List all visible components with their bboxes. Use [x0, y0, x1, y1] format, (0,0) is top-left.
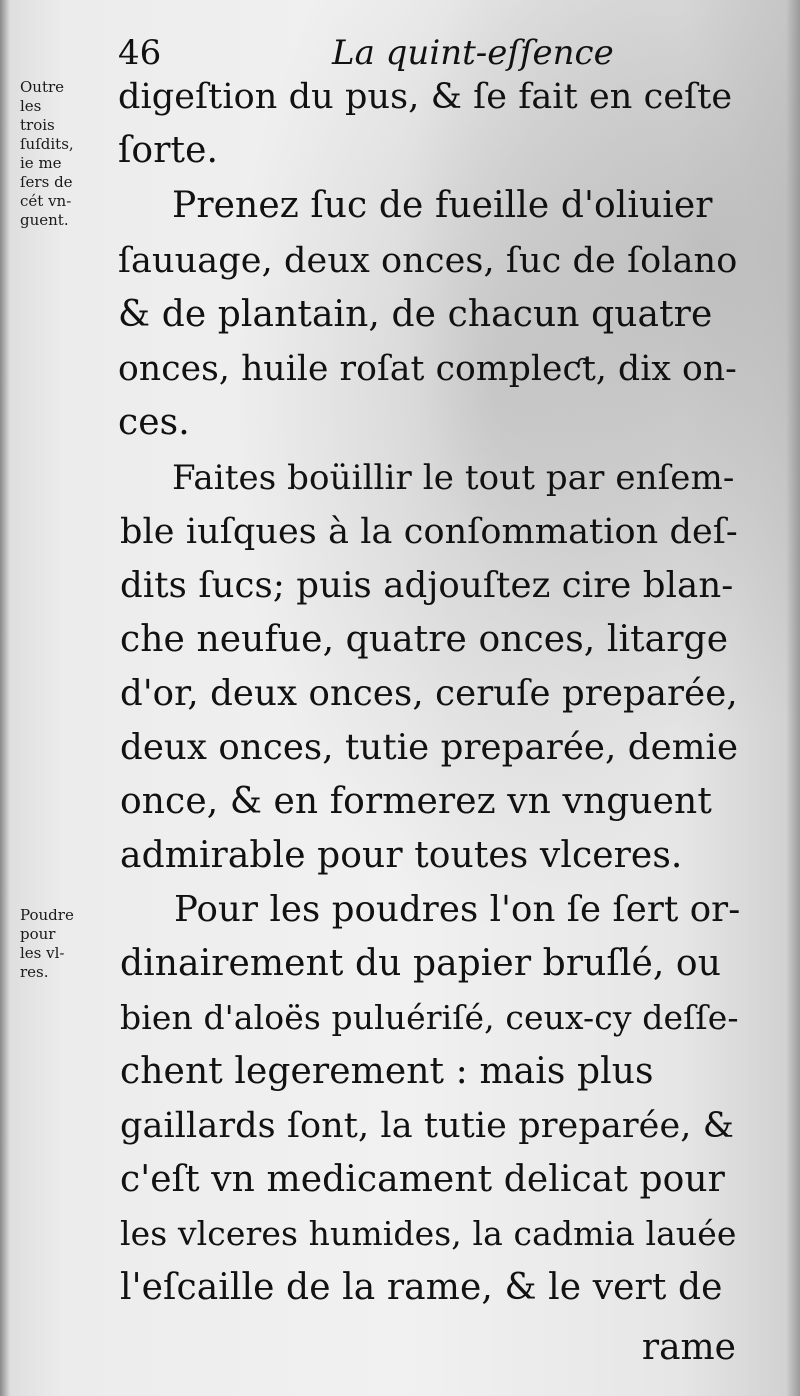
- text-line: Prenez ſuc de fueille d'oliuier: [172, 185, 713, 226]
- page-number: 46: [118, 33, 162, 73]
- text-line: dinairement du papier bruſlé, ou: [120, 943, 721, 984]
- text-line: d'or, deux onces, ceruſe preparée,: [120, 673, 738, 714]
- text-line: che neufue, quatre onces, litarge: [120, 619, 729, 660]
- text-line: ſauuage, deux onces, ſuc de ſolano: [118, 241, 738, 281]
- text-line: Pour les poudres l'on ſe ſert or-: [174, 889, 741, 930]
- marginal-note-line: trois: [20, 116, 55, 134]
- marginal-note-line: les vl-: [20, 944, 65, 962]
- text-line: onces, huile roſat compleƈt, dix on-: [118, 349, 737, 389]
- marginal-note-line: pour: [20, 925, 56, 943]
- marginal-note-line: ſers de: [20, 173, 73, 191]
- marginal-note-line: les: [20, 97, 42, 115]
- text-line: les vlceres humides, la cadmia lauée: [120, 1214, 737, 1253]
- text-line: once, & en formerez vn vnguent: [120, 781, 712, 822]
- text-line: ſorte.: [118, 130, 219, 171]
- text-line: dits ſucs; puis adjouſtez cire blan-: [120, 565, 734, 606]
- text-line: & de plantain, de chacun quatre: [118, 294, 713, 335]
- marginal-note-line: guent.: [20, 211, 69, 229]
- marginal-note-line: ie me: [20, 154, 62, 172]
- text-line: l'eſcaille de la rame, & le vert de: [120, 1267, 723, 1308]
- text-line: digeſtion du pus, & ſe fait en ceſte: [118, 77, 733, 117]
- marginal-note-line: Outre: [20, 78, 65, 96]
- catchword: rame: [641, 1327, 736, 1368]
- text-line: ble iuſques à la conſommation deſ-: [120, 512, 738, 552]
- marginal-note-line: res.: [20, 963, 49, 981]
- text-line: Faites boüillir le tout par enſem-: [172, 458, 735, 498]
- marginal-note-line: cét vn-: [20, 192, 72, 210]
- text-line: chent legerement : mais plus: [120, 1051, 654, 1092]
- text-line: admirable pour toutes vlceres.: [120, 835, 683, 876]
- text-line: bien d'aloës puluériſé, ceux-cy deſſe-: [120, 998, 739, 1037]
- text-line: ces.: [118, 402, 190, 443]
- marginal-note-line: Poudre: [20, 906, 74, 924]
- text-line: c'eſt vn medicament delicat pour: [120, 1159, 725, 1200]
- running-title: La quint-eſſence: [332, 33, 614, 73]
- text-line: gaillards ſont, la tutie preparée, &: [120, 1106, 734, 1146]
- marginal-note-line: ſuſdits,: [20, 135, 74, 153]
- text-line: deux onces, tutie preparée, demie: [120, 727, 739, 768]
